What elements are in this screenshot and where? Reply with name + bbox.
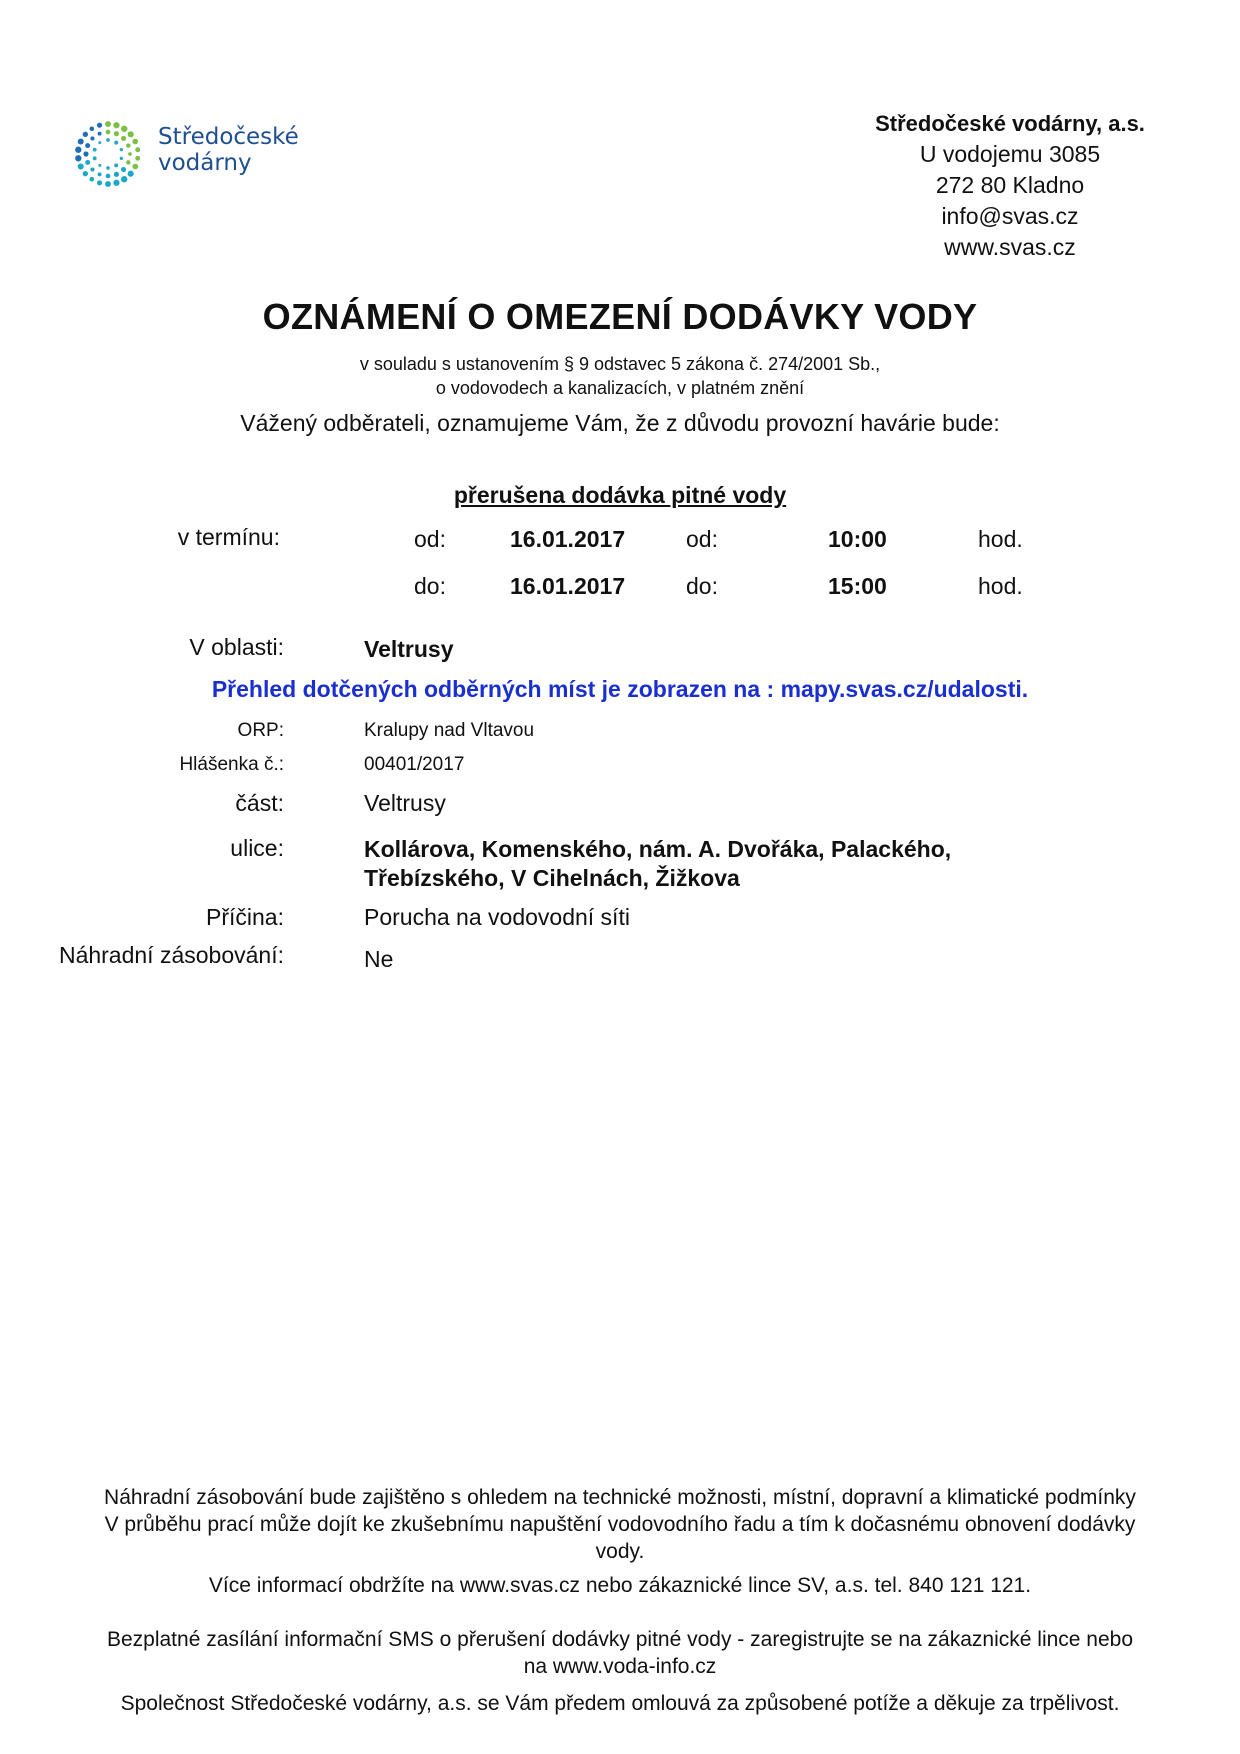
logo-dot: [75, 155, 81, 161]
logo-dot: [97, 180, 102, 185]
cause-value: Porucha na vodovodní síti: [364, 904, 630, 930]
logo-dot: [113, 180, 119, 186]
intro-text: Vážený odběrateli, oznamujeme Vám, že z důvodu provozní havárie bude:: [240, 410, 1000, 436]
area-label: V oblasti:: [189, 634, 284, 660]
logo-line1: Středočeské: [158, 124, 299, 150]
logo-dot: [97, 123, 102, 128]
logo-dot: [132, 139, 138, 145]
to-date: 16.01.2017: [510, 573, 626, 599]
part-value: Veltrusy: [364, 790, 446, 816]
logo-dot: [128, 171, 134, 177]
to-label: do:: [414, 573, 446, 599]
logo-dot: [78, 139, 84, 145]
logo-line2: vodárny: [158, 150, 252, 176]
logo-dot: [83, 132, 88, 137]
logo-dot: [75, 147, 81, 153]
logo-dot: [78, 163, 84, 169]
logo-dot: [128, 131, 134, 137]
logo-dot: [98, 132, 102, 136]
water-dots-icon: [72, 118, 152, 190]
company-city: 272 80 Kladno: [935, 172, 1085, 198]
logo-dot: [98, 172, 102, 176]
from-time: 10:00: [828, 526, 887, 552]
logo-dot: [106, 130, 111, 135]
logo-dot: [89, 126, 94, 131]
footer-line3: vody.: [595, 1540, 645, 1563]
from-unit: hod.: [978, 526, 1023, 552]
footer-notice: [30, 1484, 1210, 1565]
cause-label: Příčina:: [206, 904, 284, 930]
outage-headline: přerušena dodávka pitné vody: [453, 482, 787, 508]
company-email: info@svas.cz: [941, 203, 1079, 229]
logo-dot: [120, 148, 123, 151]
logo-dot: [114, 131, 119, 136]
logo-dot: [106, 166, 110, 170]
logo-dot: [106, 174, 111, 179]
to-time-label: do:: [686, 573, 718, 599]
from-date: 16.01.2017: [510, 526, 626, 552]
area-value: Veltrusy: [364, 636, 454, 662]
logo-wordmark: [158, 124, 299, 176]
logo-dot: [114, 141, 118, 145]
law-line1: v souladu s ustanovením § 9 odstavec 5 zákona č. 274/2001 Sb.,: [359, 354, 881, 374]
logo-dot: [126, 143, 131, 148]
logo-dot: [120, 157, 123, 160]
logo-dot: [135, 156, 140, 161]
affected-places-link[interactable]: Přehled dotčených odběrných míst je zobrazen na : mapy.svas.cz/udalosti.: [211, 676, 1029, 702]
company-logo: [72, 118, 302, 190]
logo-dot: [128, 152, 132, 156]
logo-dot: [89, 177, 94, 182]
logo-dot: [135, 147, 140, 152]
street-line2: Třebízského, V Cihelnách, Žižkova: [364, 865, 740, 891]
logo-dot: [126, 160, 131, 165]
substitute-supply-label: Náhradní zásobování:: [58, 942, 284, 968]
footer-line2: V průběhu prací může dojít ke zkušebnímu napuštění vodovodního řadu a tím k dočasnému obnovení dodávky: [104, 1513, 1136, 1536]
report-number-value: 00401/2017: [364, 754, 465, 775]
from-label: od:: [414, 526, 446, 552]
substitute-supply-value: Ne: [364, 946, 394, 972]
logo-dot: [98, 164, 101, 167]
logo-dot: [98, 141, 101, 144]
logo-dot: [113, 122, 119, 128]
logo-dot: [121, 176, 127, 182]
logo-dot: [121, 126, 127, 132]
company-address: [860, 108, 1160, 263]
law-line2: o vodovodech a kanalizacích, v platném znění: [435, 378, 805, 398]
logo-dot: [121, 167, 126, 172]
logo-dot: [85, 143, 90, 148]
logo-dot: [121, 136, 126, 141]
term-label: v termínu:: [177, 524, 280, 550]
law-reference: [0, 352, 1240, 400]
logo-dot: [90, 136, 94, 140]
to-unit: hod.: [978, 573, 1023, 599]
logo-dot: [105, 121, 111, 127]
footer-line5: Bezplatné zasílání informační SMS o přerušení dodávky pitné vody - zaregistrujte se na zákaznické lince nebo: [106, 1628, 1134, 1651]
logo-dot: [105, 181, 111, 187]
logo-dot: [93, 156, 97, 160]
logo-dot: [83, 151, 88, 156]
company-name: Středočeské vodárny, a.s.: [875, 111, 1145, 136]
logo-dot: [106, 138, 110, 142]
logo-dot: [93, 148, 97, 152]
part-label: část:: [235, 790, 284, 816]
to-time: 15:00: [828, 573, 887, 599]
page-title: OZNÁMENÍ O OMEZENÍ DODÁVKY VODY: [262, 296, 978, 337]
footer-line6: na www.voda-info.cz: [523, 1655, 717, 1678]
street-list: [364, 835, 951, 893]
logo-dot: [114, 172, 119, 177]
orp-label: ORP:: [237, 720, 284, 741]
logo-dot: [114, 163, 118, 167]
orp-value: Kralupy nad Vltavou: [364, 720, 535, 741]
footer-contact: Více informací obdržíte na www.svas.cz nebo zákaznické lince SV, a.s. tel. 840 121 121.: [208, 1574, 1032, 1597]
report-number-label: Hlášenka č.:: [179, 754, 284, 775]
logo-dot: [132, 164, 138, 170]
street-label: ulice:: [230, 835, 284, 861]
company-web: www.svas.cz: [944, 234, 1076, 260]
from-time-label: od:: [686, 526, 718, 552]
street-line1: Kollárova, Komenského, nám. A. Dvořáka, Palackého,: [364, 836, 952, 862]
logo-dot: [90, 167, 94, 171]
logo-dot: [85, 160, 90, 165]
footer-apology: Společnost Středočeské vodárny, a.s. se Vám předem omlouvá za způsobené potíže a děkuje za trpělivost.: [120, 1692, 1120, 1715]
footer-line1: Náhradní zásobování bude zajištěno s ohledem na technické možnosti, místní, dopravní a klimatické podmínky: [104, 1486, 1136, 1509]
footer-sms: [30, 1626, 1210, 1680]
logo-dot: [83, 171, 88, 176]
company-street: U vodojemu 3085: [919, 141, 1101, 167]
